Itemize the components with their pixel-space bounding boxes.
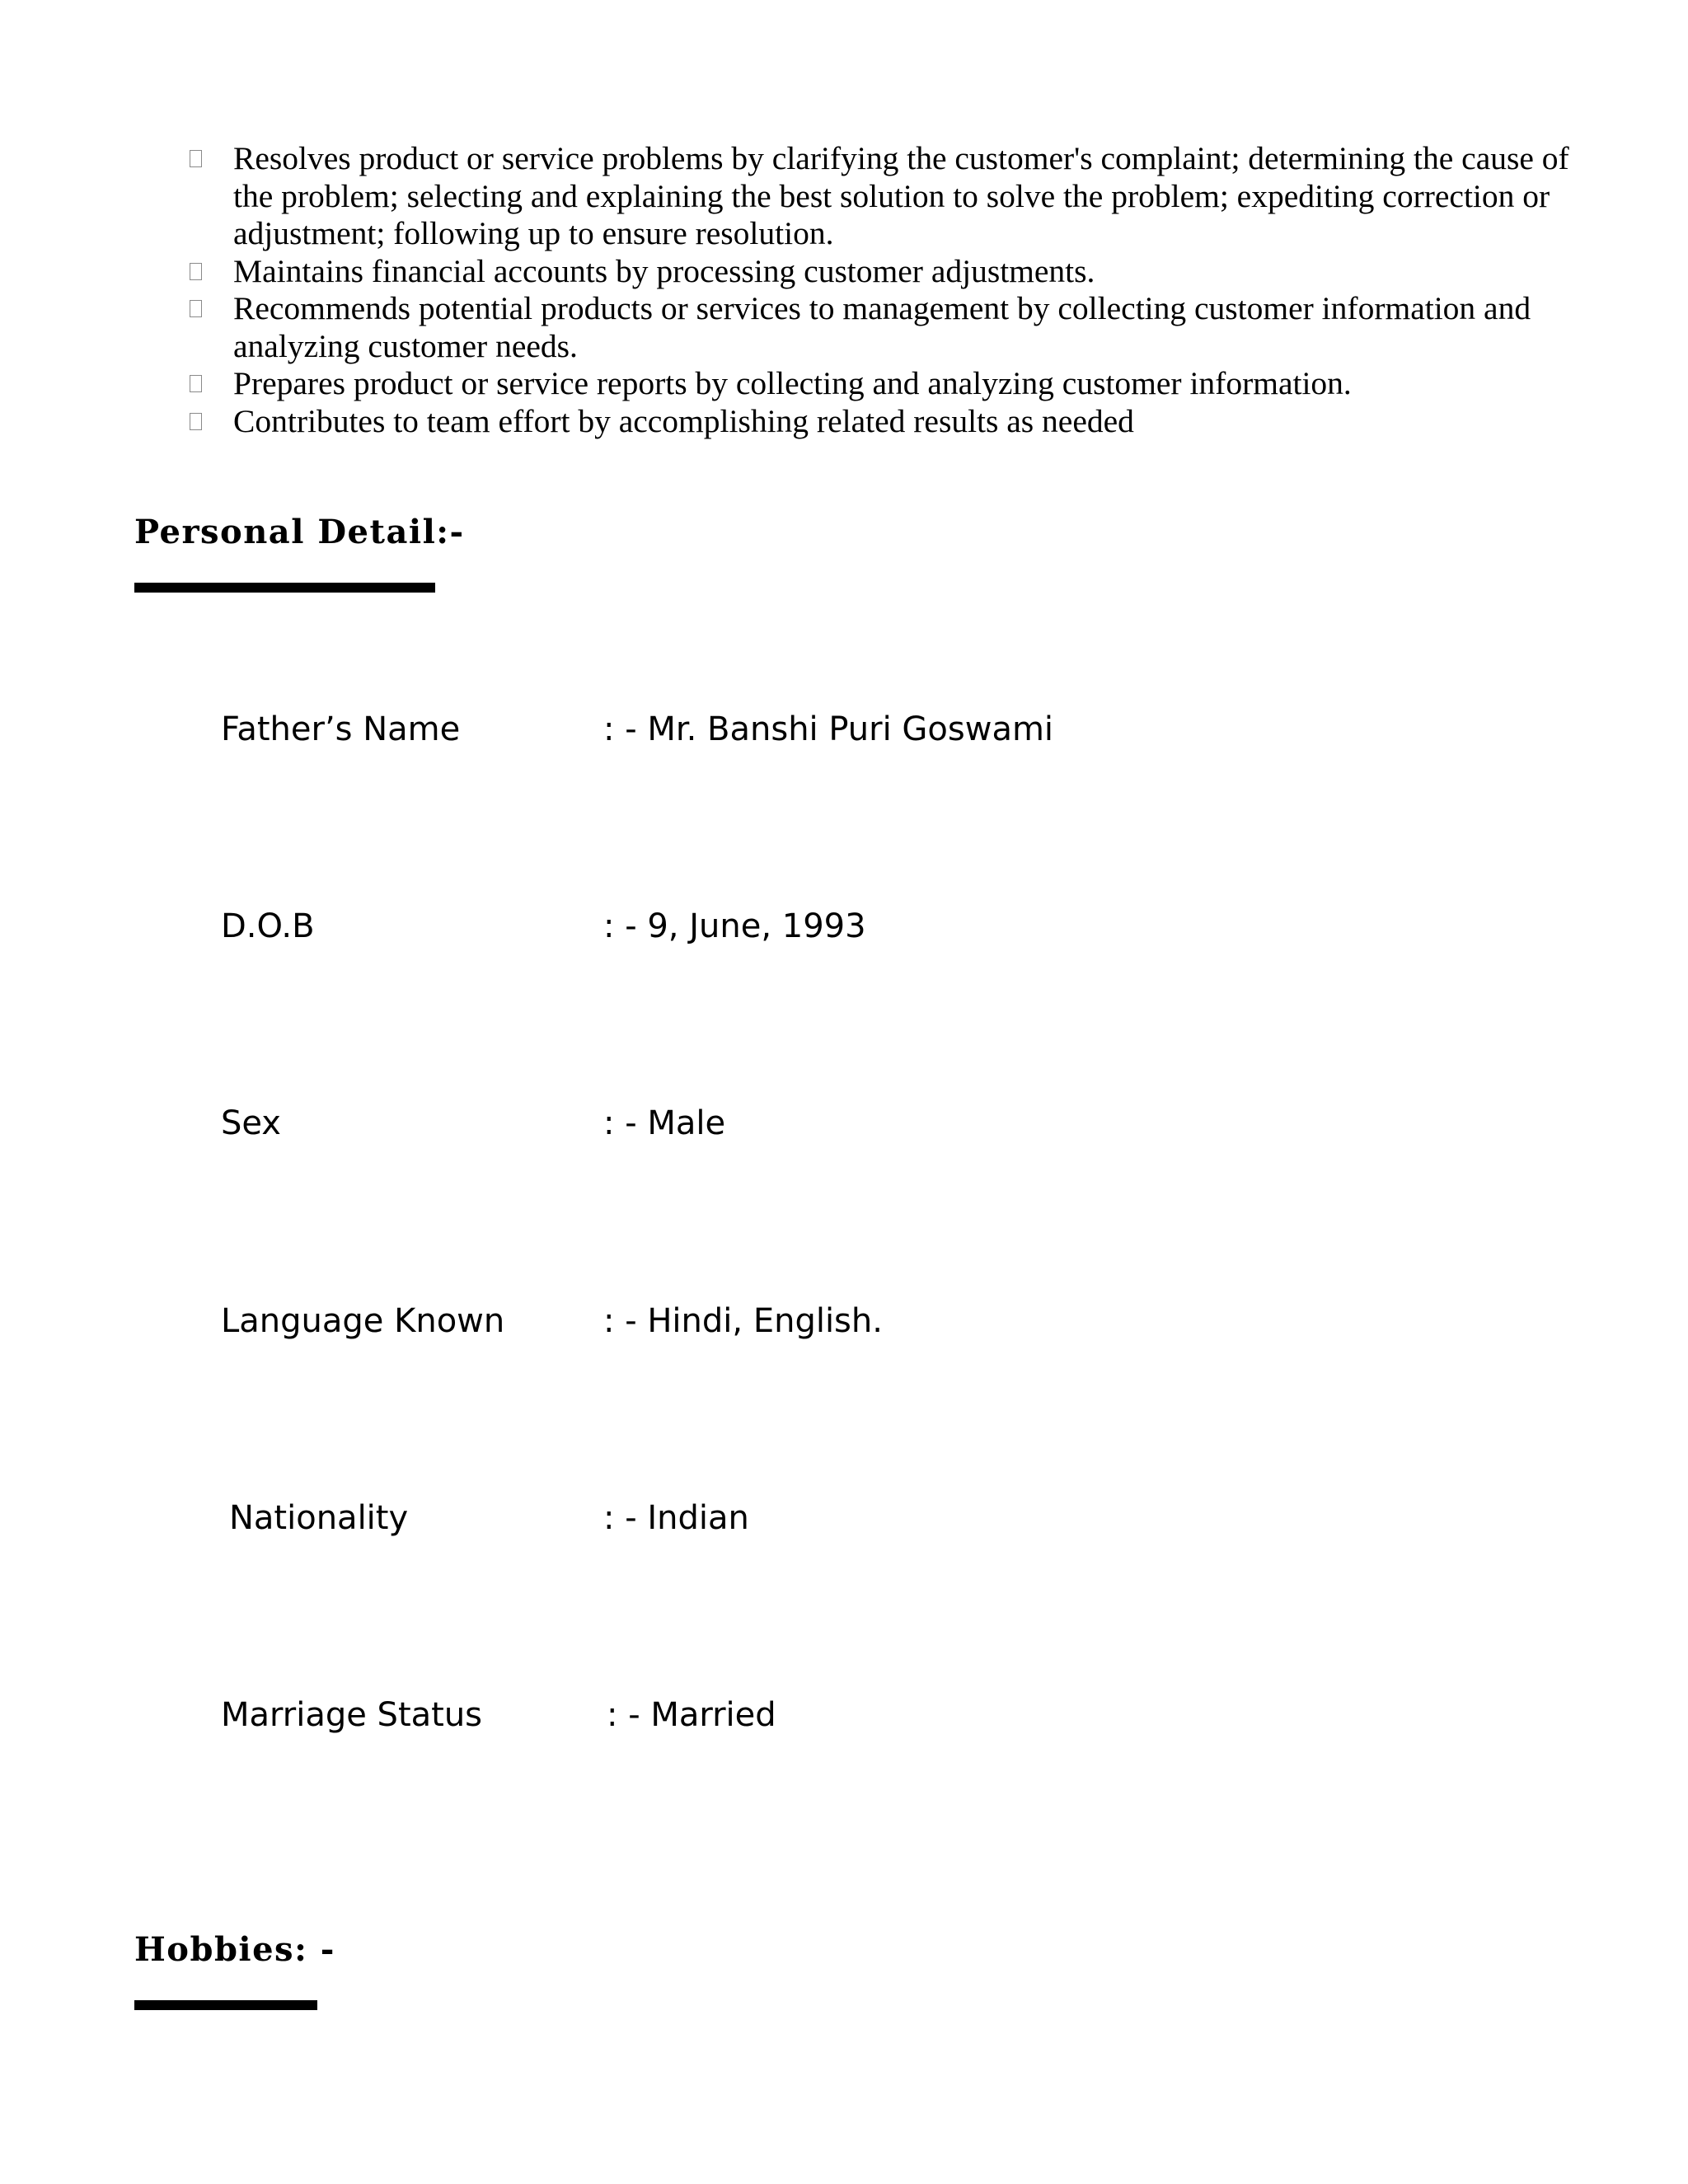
detail-row-sex — [0, 1104, 1688, 1154]
duty-item — [186, 403, 1571, 441]
detail-label: Sex — [221, 1104, 281, 1142]
detail-value: : - Hindi, English. — [603, 1302, 883, 1340]
bullet-box-icon — [190, 150, 202, 167]
detail-value: : - Married — [607, 1696, 776, 1734]
personal-detail-heading: Personal Detail:- — [134, 513, 465, 551]
bullet-box-icon — [190, 263, 202, 280]
personal-detail-underline — [134, 583, 435, 593]
detail-row-language — [0, 1302, 1688, 1352]
duties-list — [186, 140, 1571, 440]
detail-value: : - Indian — [603, 1499, 749, 1537]
hobbies-heading: Hobbies: - — [134, 1930, 335, 1969]
duty-text: Prepares product or service reports by collecting and analyzing customer information. — [233, 365, 1352, 401]
detail-label: Nationality — [229, 1499, 409, 1537]
bullet-box-icon — [190, 375, 202, 392]
detail-row-marriage-status — [0, 1696, 1688, 1746]
duty-text: Recommends potential products or services to management by collecting customer information and analyzing customer needs. — [233, 290, 1531, 364]
detail-label: Language Known — [221, 1302, 505, 1340]
bullet-box-icon — [190, 300, 202, 317]
detail-value: : - Male — [603, 1104, 726, 1142]
detail-label: Marriage Status — [221, 1696, 483, 1734]
duty-text: Resolves product or service problems by clarifying the customer's complaint; determining the cause of the problem; selecting and explaining the best solution to solve the problem; expediting correction or adjustment; following up to ensure resolution. — [233, 140, 1569, 251]
hobbies-underline — [134, 2000, 317, 2010]
detail-row-nationality — [0, 1499, 1688, 1549]
duty-text: Contributes to team effort by accomplishing related results as needed — [233, 402, 1134, 439]
detail-value: : - 9, June, 1993 — [603, 907, 866, 945]
detail-value: : - Mr. Banshi Puri Goswami — [603, 710, 1054, 748]
duty-item — [186, 253, 1571, 291]
detail-row-fathers-name — [0, 710, 1688, 760]
detail-label: Father’s Name — [221, 710, 461, 748]
duty-item — [186, 365, 1571, 403]
duty-text: Maintains financial accounts by processing customer adjustments. — [233, 252, 1095, 289]
duty-item — [186, 290, 1571, 365]
bullet-box-icon — [190, 413, 202, 430]
detail-row-dob — [0, 907, 1688, 957]
detail-label: D.O.B — [221, 907, 315, 945]
duty-item — [186, 140, 1571, 253]
